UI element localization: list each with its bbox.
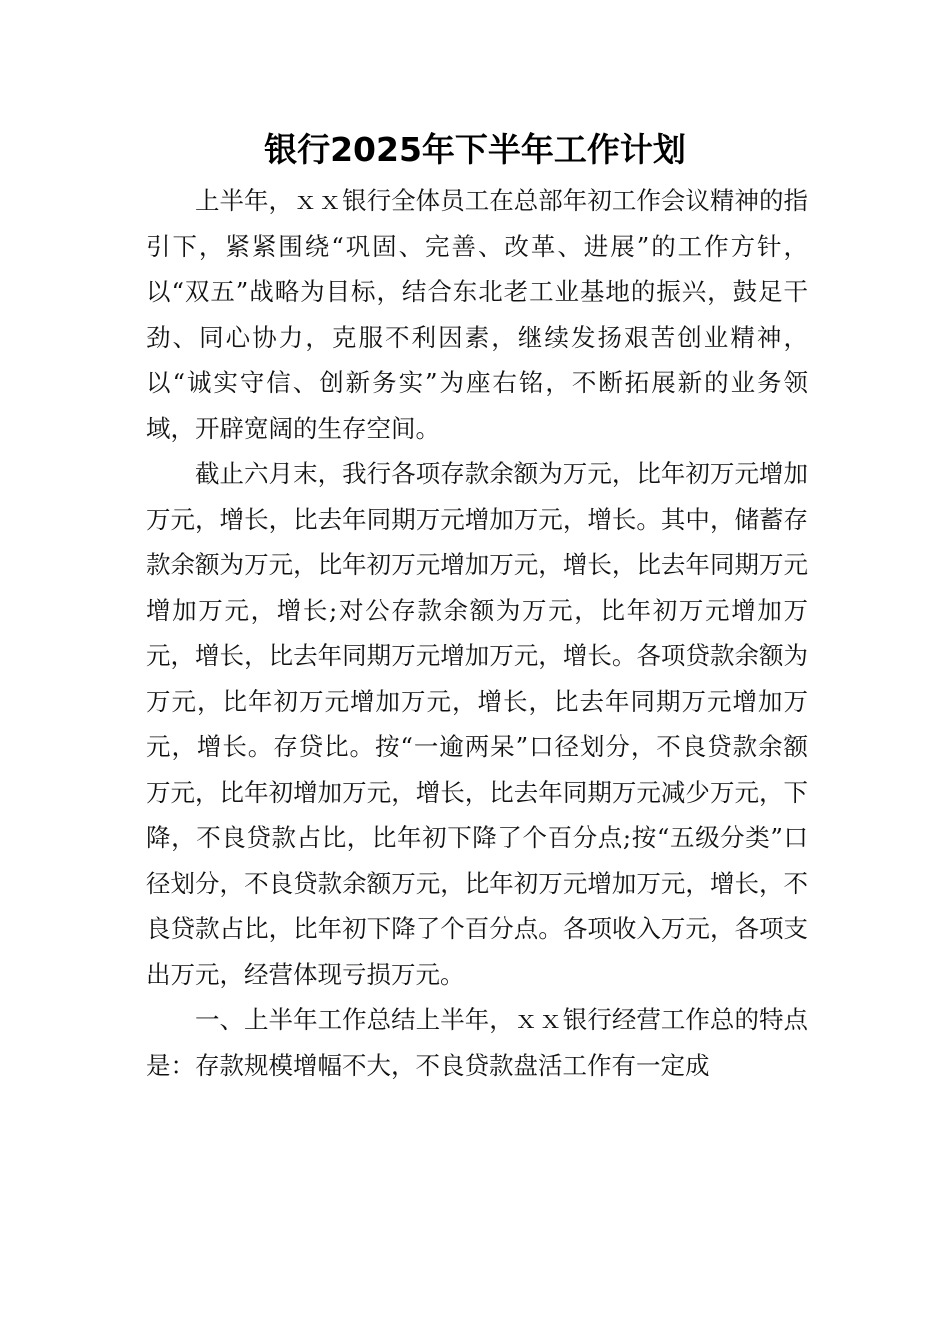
paragraph-intro: 上半年，ｘｘ银行全体员工在总部年初工作会议精神的指引下，紧紧围绕“巩固、完善、改革、进展”的工作方针，以“双五”战略为目标，结合东北老工业基地的振兴，鼓足干劲、同心协力，克服不利因素，继续发扬艰苦创业精神，以“诚实守信、创新务实”为座右铭，不断拓展新的业务领域，开辟宽阔的生存空间。 bbox=[146, 186, 808, 443]
document-body bbox=[146, 178, 808, 1088]
paragraph-figures: 截止六月末，我行各项存款余额为万元，比年初万元增加万元，增长，比去年同期万元增加万元，增长。其中，储蓄存款余额为万元，比年初万元增加万元，增长，比去年同期万元增加万元，增长;对公存款余额为万元，比年初万元增加万元，增长，比去年同期万元增加万元，增长。各项贷款余额为万元，比年初万元增加万元，增长，比去年同期万元增加万元，增长。存贷比。按“一逾两呆”口径划分，不良贷款余额万元，比年初增加万元，增长，比去年同期万元减少万元，下降，不良贷款占比，比年初下降了个百分点;按“五级分类”口径划分，不良贷款余额万元，比年初万元增加万元，增长，不良贷款占比，比年初下降了个百分点。各项收入万元，各项支出万元，经营体现亏损万元。 bbox=[146, 459, 808, 989]
paragraph-summary: 一、上半年工作总结上半年，ｘｘ银行经营工作总的特点是：存款规模增幅不大，不良贷款盘活工作有一定成 bbox=[146, 1005, 808, 1080]
document-title: 银行2025年下半年工作计划 bbox=[264, 130, 686, 169]
